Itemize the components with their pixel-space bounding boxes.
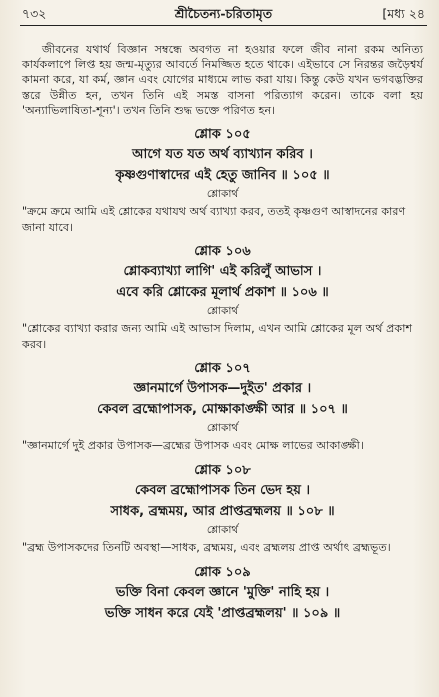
verse-line: শ্লোকব্যাখ্যা লাগি' এই করিলুঁ আভাস । — [123, 264, 322, 280]
translation-text: "ক্রমে ক্রমে আমি এই শ্লোকের যথাযথ অর্থ ব্যাখ্যা করব, ততই কৃষ্ণগুণ আস্বাদনের কারণ জানা যাবে। — [22, 205, 406, 234]
chapter-label: [মধ্য ২৪ — [382, 6, 425, 21]
page-header — [22, 4, 425, 24]
verse-line: এবে করি শ্লোকের মূলার্থ প্রকাশ ॥ ১০৬ ॥ — [116, 285, 329, 301]
verse-line: কেবল ব্রহ্মোপাসক, মোক্ষাকাঙ্ক্ষী আর ॥ ১০৭ ॥ — [97, 402, 348, 418]
translation-heading: শ্লোকার্থ — [206, 188, 239, 201]
sloka-109 — [22, 564, 423, 624]
verse-line: ভক্তি সাধন করে যেই 'প্রাপ্তব্রহ্মলয়' ॥ ১০৯ ॥ — [104, 605, 341, 621]
sloka-106 — [22, 243, 423, 352]
sloka-105 — [22, 126, 423, 235]
intro-paragraph: জীবনের যথার্থ বিজ্ঞান সম্বন্ধে অবগত না হওয়ার ফলে জীব নানা রকম অনিত্য কার্যকলাপে লিপ্ত হয় জন্ম-মৃত্যুর আবর্তে নিমজ্জিত হতে থাকে। এইভাবে সে নিরন্তর জড়ৈশ্বর্য কামনা করে, যা কর্ম, জ্ঞান এবং যোগের মাধ্যমে লাভ করা যায়। কিন্তু কেউ যখন ভগবদ্ভক্তির স্তরে উন্নীত হন, তখন তিনি এই সমস্ত বাসনা পরিত্যাগ করেন। তাকে বলা হয় 'অন্যাভিলাষিতা-শূন্য'। তখন তিনি শুদ্ধ ভক্তে পরিণত হন। — [22, 43, 423, 117]
verse-line: ভক্তি বিনা কেবল জ্ঞানে 'মুক্তি' নাহি হয় । — [115, 584, 330, 600]
verse-line: সাধক, ব্রহ্মময়, আর প্রাপ্তব্রহ্মলয় ॥ ১০৮ ॥ — [110, 503, 335, 519]
sloka-heading: শ্লোক ১০৭ — [194, 361, 251, 377]
verse-line: জ্ঞানমার্গে উপাসক—দুইত' প্রকার । — [133, 381, 312, 397]
translation-heading: শ্লোকার্থ — [206, 523, 239, 536]
running-title: শ্রীচৈতন্য-চরিতামৃত — [174, 6, 273, 21]
translation-text: "শ্লোকের ব্যাখ্যা করার জন্য আমি এই আভাস দিলাম, এখন আমি শ্লোকের মূল অর্থ প্রকাশ করব। — [22, 322, 413, 351]
sloka-108 — [22, 462, 423, 556]
translation-heading: শ্লোকার্থ — [206, 305, 239, 318]
translation-text: "জ্ঞানমার্গে দুই প্রকার উপাসক—ব্রহ্মের উপাসক এবং মোক্ষ লাভের আকাঙ্ক্ষী। — [22, 439, 364, 453]
verse-line: আগে যত যত অর্থ ব্যাখ্যান করিব । — [132, 147, 313, 163]
sloka-heading: শ্লোক ১০৯ — [194, 564, 251, 580]
translation-heading: শ্লোকার্থ — [206, 422, 239, 435]
page-content — [22, 42, 423, 624]
verse-line: কৃষ্ণগুণাস্বাদের এই হেতু জানিব ॥ ১০৫ ॥ — [115, 168, 330, 184]
sloka-heading: শ্লোক ১০৬ — [194, 244, 251, 260]
sloka-107 — [22, 360, 423, 454]
translation-text: "ব্রহ্ম উপাসকদের তিনটি অবস্থা—সাধক, ব্রহ্মময়, এবং ব্রহ্মলয় প্রাপ্ত অর্থাৎ ব্রহ্মভূত। — [22, 540, 391, 554]
sloka-heading: শ্লোক ১০৮ — [194, 462, 251, 478]
sloka-heading: শ্লোক ১০৫ — [194, 127, 251, 143]
page-number: ৭৩২ — [22, 6, 47, 21]
header-rule — [20, 25, 427, 26]
verse-line: কেবল ব্রহ্মোপাসক তিন ভেদ হয় । — [134, 482, 311, 498]
